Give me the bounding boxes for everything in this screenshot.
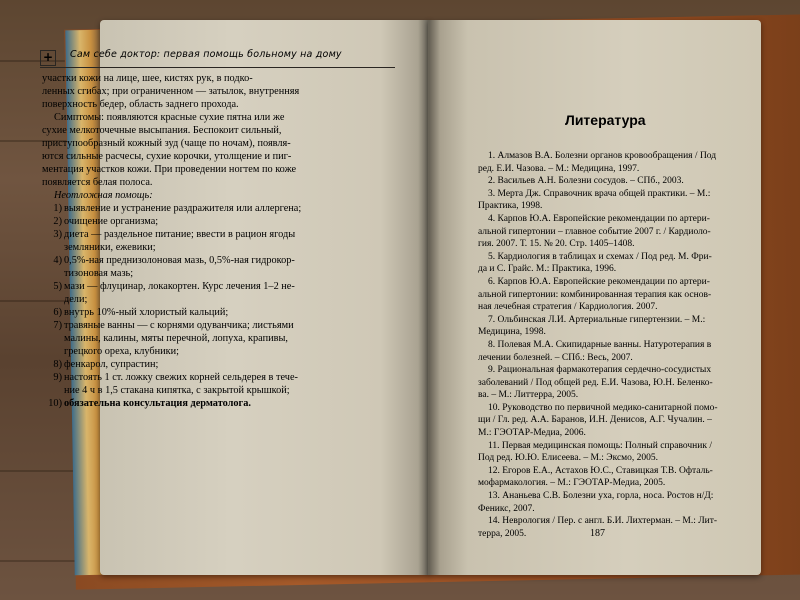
reference-list: [478, 150, 758, 540]
item-text: тизоновая мазь;: [64, 268, 134, 279]
item-text: ние 4 ч в 1,5 стакана кипятка, с закрытой крышкой;: [64, 385, 290, 396]
reference-entry: 7. Ольбинская Л.И. Артериальные гипертензии. – М.: Медицина, 1998.: [478, 314, 706, 338]
list-item: [42, 319, 407, 358]
text-line: ются сильные расчесы, сухие корочки, утолщение и пиг-: [42, 151, 292, 162]
plus-icon: +: [40, 50, 56, 66]
list-item: [42, 306, 407, 319]
text-line: участки кожи на лице, шее, кистях рук, в подко-: [42, 73, 253, 84]
text-line: ленных сгибах; при ограниченном — затылок, внутренняя: [42, 86, 300, 97]
running-head: [40, 48, 395, 70]
item-text: 0,5%-ная преднизолоновая мазь, 0,5%-ная гидрокор-: [64, 255, 295, 266]
reference-entry: 2. Васильев А.Н. Болезни сосудов. – СПб., 2003.: [488, 176, 684, 187]
item-text: травяные ванны — с корнями одуванчика; листьями: [64, 320, 294, 331]
item-text: земляники, ежевики;: [64, 242, 156, 253]
text-line: ментация участков кожи. При проведении ногтем по коже: [42, 164, 297, 175]
reference-entry: 1. Алмазов В.А. Болезни органов кровообращения / Под ред. Е.И. Чазова. – М.: Медицина, 1997.: [478, 151, 717, 174]
item-number: 9): [53, 372, 62, 383]
item-text: малины, калины, мяты перечной, лопуха, крапивы,: [64, 333, 288, 344]
reference-entry: 6. Карпов Ю.А. Европейские рекомендации по артери- альной гипертонии: комбинированная терапия как основ- ная лечебная стратегия / Кардиология. 2007.: [478, 276, 712, 313]
reference-entry: 10. Руководство по первичной медико-санитарной помо- щи / Гл. ред. А.А. Баранов, И.Н. Денисов, А.Г. Чучалин. – М.: ГЭОТАР-Медиа, 2006.: [478, 402, 718, 439]
subheading: Неотложная помощь:: [54, 190, 153, 201]
item-text: внутрь 10%-ный хлористый кальций;: [64, 307, 229, 318]
left-page-text: [42, 72, 407, 410]
item-number: 8): [53, 359, 62, 370]
list-item: [42, 254, 407, 280]
text-line: Симптомы: появляются красные сухие пятна или же: [54, 112, 285, 123]
item-number: 1): [53, 203, 62, 214]
list-item: [42, 215, 407, 228]
reference-entry: 12. Егоров Е.А., Астахов Ю.С., Ставицкая Т.В. Офталь- мофармакология. – М.: ГЭОТАР-Медиа, 2005.: [478, 465, 713, 489]
book-gutter: [418, 20, 440, 575]
reference-entry: 13. Ананьева С.В. Болезни уха, горла, носа. Ростов н/Д: Феникс, 2007.: [478, 491, 714, 514]
text-line: приступообразный кожный зуд (чаще по ночам), появля-: [42, 138, 291, 149]
running-head-rule: [40, 67, 395, 68]
item-number: 4): [53, 255, 62, 266]
reference-entry: 14. Неврология / Пер. с англ. Б.И. Лихтерман. – М.: Лит- терра, 2005.: [478, 516, 718, 539]
item-text: грецкого ореха, клубники;: [64, 346, 180, 357]
item-text: очищение организма;: [64, 216, 159, 227]
page-title: Литература: [565, 112, 646, 128]
reference-entry: 11. Первая медицинская помощь: Полный справочник / Под ред. Ю.Ю. Елисеева. – М.: Эксмо, 2005.: [478, 440, 712, 464]
list-item: [42, 397, 407, 410]
list-item: [42, 228, 407, 254]
item-number: 7): [53, 320, 62, 331]
list-item: [42, 202, 407, 215]
list-item: [42, 371, 407, 397]
item-number: 5): [53, 281, 62, 292]
item-number: 2): [53, 216, 62, 227]
reference-entry: 8. Полевая М.А. Скипидарные ванны. Натуротерапия в лечении болезней. – СПб.: Весь, 2007.: [478, 339, 712, 363]
item-text: обязательна консультация дерматолога.: [64, 398, 251, 409]
item-text: настоять 1 ст. ложку свежих корней сельдерея в тече-: [64, 372, 298, 383]
text-line: поверхность бедер, область заднего прохода.: [42, 99, 239, 110]
item-number: 3): [53, 229, 62, 240]
text-line: сухие мелкоточечные высыпания. Беспокоит сильный,: [42, 125, 282, 136]
page-number: 187: [590, 528, 605, 539]
reference-entry: 4. Карпов Ю.А. Европейские рекомендации по артери- альной гипертонии – главное событие 2007 г. / Кардиоло- гия. 2007. Т. 15. № 20. Стр. 1405–1408.: [478, 213, 711, 250]
list-item: [42, 280, 407, 306]
item-text: мази — флуцинар, локакортен. Курс лечения 1–2 не-: [64, 281, 295, 292]
list-item: [42, 358, 407, 371]
item-number: 6): [53, 307, 62, 318]
item-text: фенкарол, супрастин;: [64, 359, 159, 370]
running-head-title: Сам себе доктор: первая помощь больному на дому: [70, 49, 342, 60]
reference-entry: 5. Кардиология в таблицах и схемах / Под ред. М. Фри- да и С. Грайс. М.: Практика, 1996.: [478, 251, 712, 275]
text-line: появляется белая полоса.: [42, 177, 153, 188]
item-text: дели;: [64, 294, 88, 305]
item-text: диета — раздельное питание; ввести в рацион ягоды: [64, 229, 296, 240]
item-text: выявление и устранение раздражителя или аллергена;: [64, 203, 302, 214]
item-number: 10): [48, 398, 62, 409]
reference-entry: 3. Мерта Дж. Справочник врача общей практики. – М.: Практика, 1998.: [478, 188, 711, 212]
reference-entry: 9. Рациональная фармакотерапия сердечно-сосудистых заболеваний / Под общей ред. Е.И. Чазова, Ю.Н. Беленко- ва. – М.: Литтерра, 2005.: [478, 365, 713, 401]
